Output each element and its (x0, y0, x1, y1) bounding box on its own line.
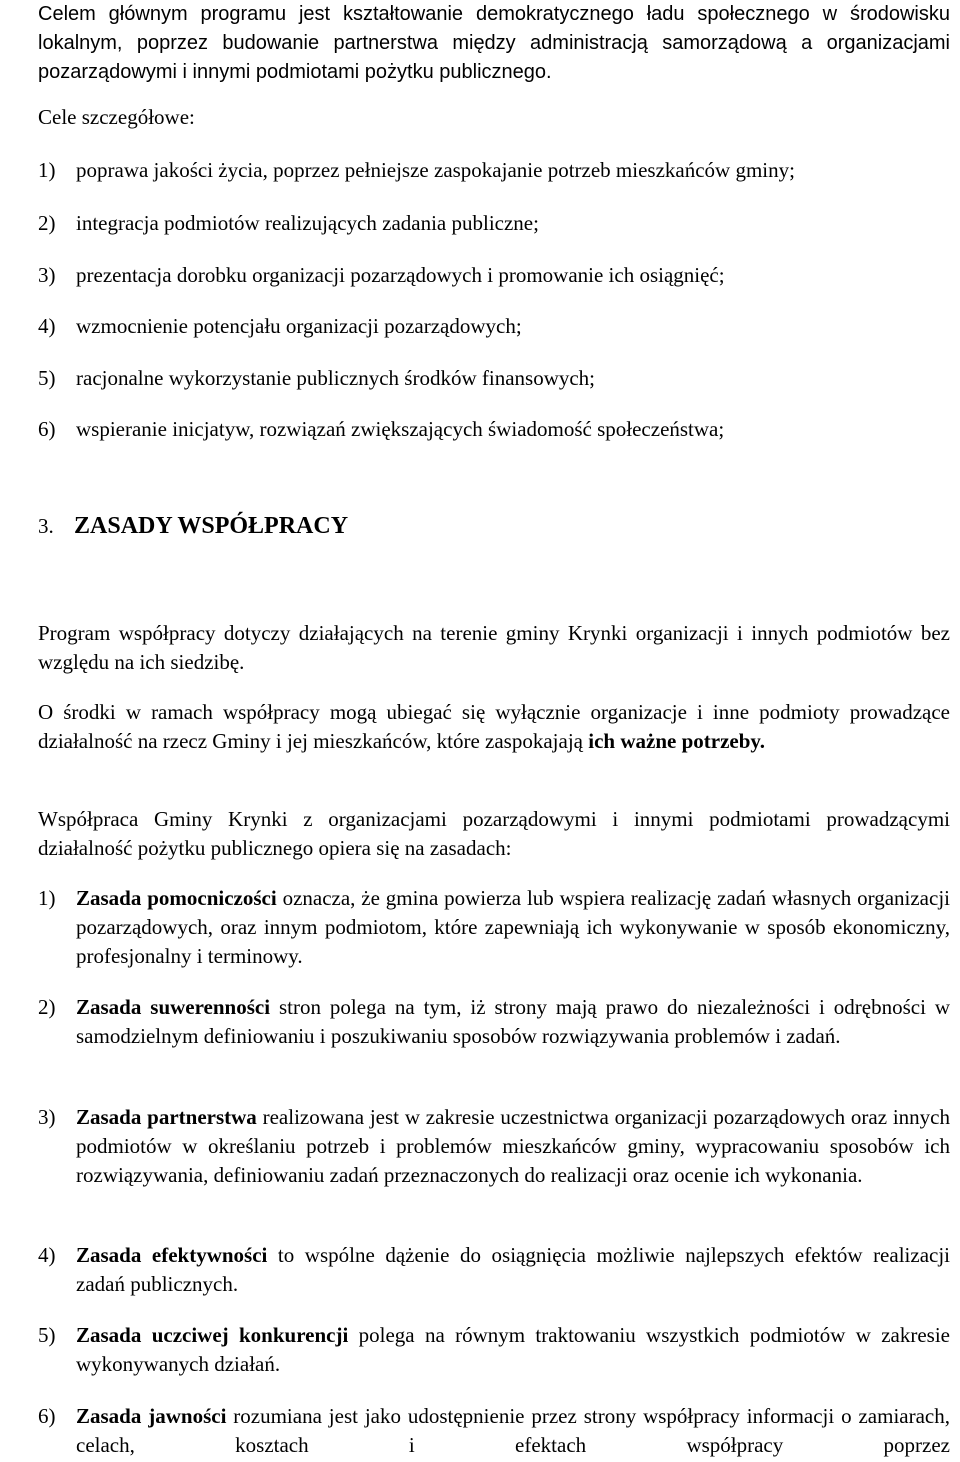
principle-description: realizowana jest w zakresie uczestnictwa organizacji pozarządowych oraz innych podmiotów w określaniu potrzeb i problemów mieszkańców gminy, wypracowaniu sposobów ich rozwiązywania, definiowaniu zadań przeznaczonych do realizacji oraz ocenie ich wykonania. (76, 1105, 950, 1187)
goal-item (38, 156, 950, 185)
goal-text: prezentacja dorobku organizacji pozarządowych i promowanie ich osiągnięć; (76, 263, 725, 287)
paragraph-eligibility (38, 698, 950, 756)
principle-text (76, 1241, 950, 1299)
goal-item (38, 415, 950, 444)
goals-label: Cele szczegółowe: (38, 105, 195, 129)
goal-number: 2) (38, 211, 56, 235)
goal-item (38, 261, 950, 290)
principle-name: Zasada pomocniczości (76, 886, 277, 910)
goal-number: 5) (38, 366, 56, 390)
principle-description: rozumiana jest jako udostępnienie przez strony współpracy informacji o zamiarach, celach, kosztach i efektach współpracy poprzez (76, 1404, 950, 1457)
goal-text: wzmocnienie potencjału organizacji pozarządowych; (76, 314, 522, 338)
principle-name: Zasada partnerstwa (76, 1105, 257, 1129)
principle-number: 1) (38, 886, 56, 910)
principle-text (76, 1321, 950, 1379)
principle-item (38, 993, 950, 1051)
principle-description: to wspólne dążenie do osiągnięcia możliwie najlepszych efektów realizacji zadań publicznych. (76, 1243, 950, 1296)
principle-text (76, 1103, 950, 1190)
principle-item (38, 1321, 950, 1379)
principle-item (38, 1402, 950, 1460)
principle-item (38, 884, 950, 971)
principle-description: oznacza, że gmina powierza lub wspiera realizację zadań własnych organizacji pozarządowych, oraz innym podmiotom, które zapewniają ich wykonywanie w sposób ekonomiczny, profesjonalny i terminowy. (76, 886, 950, 968)
principle-item (38, 1241, 950, 1299)
goal-item (38, 364, 950, 393)
goal-text: wspieranie inicjatyw, rozwiązań zwiększających świadomość społeczeństwa; (76, 417, 725, 441)
paragraph-scope: Program współpracy dotyczy działających na terenie gminy Krynki organizacji i innych podmiotów bez względu na ich siedzibę. (38, 621, 950, 674)
principle-number: 3) (38, 1105, 56, 1129)
goal-text: integracja podmiotów realizujących zadania publiczne; (76, 211, 539, 235)
principle-text (76, 993, 950, 1051)
paragraph-principles-intro: Współpraca Gminy Krynki z organizacjami pozarządowymi i innymi podmiotami prowadzącymi działalność pożytku publicznego opiera się na zasadach: (38, 807, 950, 860)
principle-description: polega na równym traktowaniu wszystkich podmiotów w zakresie wykonywanych działań. (76, 1323, 950, 1376)
principle-name: Zasada jawności (76, 1404, 227, 1428)
principle-name: Zasada suwerenności (76, 995, 271, 1019)
principle-number: 2) (38, 995, 56, 1019)
paragraph-eligibility-emphasis: ich ważne potrzeby. (588, 729, 765, 753)
section-title: ZASADY WSPÓŁPRACY (74, 513, 349, 539)
principle-description: stron polega na tym, iż strony mają prawo do niezależności i odrębności w samodzielnym definiowaniu i poszukiwaniu sposobów rozwiązywania problemów i zadań. (76, 995, 950, 1048)
principle-item (38, 1103, 950, 1190)
goal-text: racjonalne wykorzystanie publicznych środków finansowych; (76, 366, 596, 390)
goal-number: 3) (38, 263, 56, 287)
goal-item (38, 312, 950, 341)
goal-number: 1) (38, 158, 56, 182)
goal-number: 4) (38, 314, 56, 338)
principle-name: Zasada uczciwej konkurencji (76, 1323, 349, 1347)
goal-item (38, 209, 950, 238)
intro-paragraph: Celem głównym programu jest kształtowanie demokratycznego ładu społecznego w środowisku lokalnym, poprzez budowanie partnerstwa między administracją samorządową a organizacjami pozarządowymi i innymi podmiotami pożytku publicznego. (38, 3, 950, 83)
principle-number: 5) (38, 1323, 56, 1347)
principle-text (76, 884, 950, 971)
principle-name: Zasada efektywności (76, 1243, 268, 1267)
principle-number: 6) (38, 1404, 56, 1428)
principle-number: 4) (38, 1243, 56, 1267)
goal-text: poprawa jakości życia, poprzez pełniejsze zaspokajanie potrzeb mieszkańców gminy; (76, 158, 795, 182)
goal-number: 6) (38, 417, 56, 441)
principle-text (76, 1402, 950, 1460)
section-heading (38, 512, 348, 541)
section-number: 3. (38, 514, 54, 538)
paragraph-eligibility-text: O środki w ramach współpracy mogą ubiegać się wyłącznie organizacje i inne podmioty prowadzące działalność na rzecz Gminy i jej mieszkańców, które zaspokajają (38, 700, 950, 753)
